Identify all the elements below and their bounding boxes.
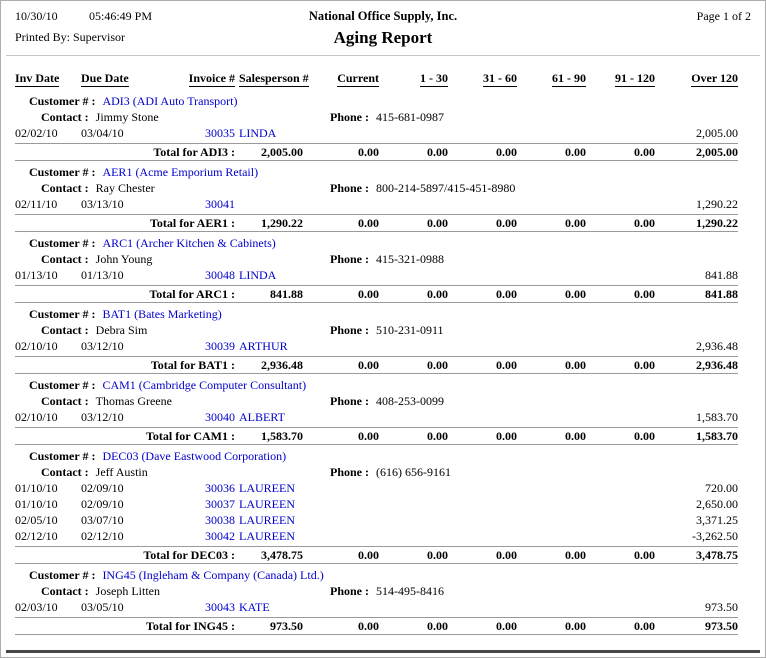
amount-1-30 <box>379 125 448 141</box>
column-header-due-date: Due Date <box>81 71 129 85</box>
total-current: 0.00 <box>358 548 379 562</box>
due-date: 02/12/10 <box>81 529 124 543</box>
header-cell <box>379 70 448 87</box>
contact-label: Contact : <box>41 465 89 479</box>
amount-91-120 <box>586 599 655 615</box>
total-current: 0.00 <box>358 145 379 159</box>
company-name: National Office Supply, Inc. <box>308 9 458 23</box>
contact-line <box>15 251 738 267</box>
total-1-30: 0.00 <box>427 548 448 562</box>
contact-line <box>15 180 738 196</box>
total-row <box>15 617 738 635</box>
total-91-120: 0.00 <box>634 145 655 159</box>
amount-61-90 <box>517 338 586 354</box>
contact-name: Ray Chester <box>95 181 155 195</box>
inv-date: 01/13/10 <box>15 268 58 282</box>
column-header-91-120: 91 - 120 <box>615 71 655 85</box>
total-61-90: 0.00 <box>565 358 586 372</box>
invoice-row <box>15 496 738 512</box>
invoice-number-link[interactable]: 30041 <box>205 197 235 211</box>
invoice-row <box>15 528 738 544</box>
total-1-30: 0.00 <box>427 619 448 633</box>
total-balance: 973.50 <box>270 619 303 633</box>
phone-number: (616) 656-9161 <box>376 465 451 479</box>
customer-number-link[interactable]: ADI3 (ADI Auto Transport) <box>102 94 238 108</box>
report-date: 10/30/10 <box>15 9 58 23</box>
due-date: 02/09/10 <box>81 497 124 511</box>
amount-31-60 <box>448 338 517 354</box>
contact-name: Debra Sim <box>95 323 148 337</box>
phone <box>330 322 444 338</box>
total-61-90: 0.00 <box>565 287 586 301</box>
customer-line <box>15 377 738 393</box>
report-content <box>1 70 765 635</box>
amount-1-30 <box>379 196 448 212</box>
amount-current <box>303 496 379 512</box>
invoice-number-link[interactable]: 30039 <box>205 339 235 353</box>
contact-name: Joseph Litten <box>95 584 160 598</box>
inv-date: 01/10/10 <box>15 481 58 495</box>
invoice-number-link[interactable]: 30043 <box>205 600 235 614</box>
amount-31-60 <box>448 512 517 528</box>
total-91-120: 0.00 <box>634 548 655 562</box>
amount-over-120: -3,262.50 <box>692 529 738 543</box>
inv-date: 02/10/10 <box>15 339 58 353</box>
total-1-30: 0.00 <box>427 287 448 301</box>
invoice-rows <box>15 338 738 354</box>
due-date: 03/04/10 <box>81 126 124 140</box>
total-over-120: 2,005.00 <box>696 145 738 159</box>
amount-current <box>303 338 379 354</box>
inv-date: 02/05/10 <box>15 513 58 527</box>
amount-61-90 <box>517 512 586 528</box>
phone-label: Phone : <box>330 584 369 598</box>
total-over-120: 3,478.75 <box>696 548 738 562</box>
total-label: Total for BAT1 : <box>150 358 235 372</box>
amount-61-90 <box>517 599 586 615</box>
due-date: 03/05/10 <box>81 600 124 614</box>
amount-over-120: 1,290.22 <box>696 197 738 211</box>
total-row <box>15 427 738 445</box>
amount-current <box>303 196 379 212</box>
customer-number-link[interactable]: BAT1 (Bates Marketing) <box>102 307 222 321</box>
amount-91-120 <box>586 196 655 212</box>
amount-over-120: 1,583.70 <box>696 410 738 424</box>
amount-1-30 <box>379 480 448 496</box>
customer-number-label: Customer # : <box>29 378 96 392</box>
total-row <box>15 356 738 374</box>
total-over-120: 1,583.70 <box>696 429 738 443</box>
total-1-30: 0.00 <box>427 429 448 443</box>
total-balance: 2,005.00 <box>261 145 303 159</box>
contact-line <box>15 464 738 480</box>
phone <box>330 393 444 409</box>
total-61-90: 0.00 <box>565 619 586 633</box>
phone <box>330 583 444 599</box>
header-cell <box>15 70 81 87</box>
phone-label: Phone : <box>330 252 369 266</box>
invoice-number-link[interactable]: 30038 <box>205 513 235 527</box>
total-row <box>15 143 738 161</box>
amount-over-120: 973.50 <box>705 600 738 614</box>
total-1-30: 0.00 <box>427 145 448 159</box>
amount-61-90 <box>517 409 586 425</box>
total-over-120: 1,290.22 <box>696 216 738 230</box>
column-header-31-60: 31 - 60 <box>483 71 517 85</box>
column-header-invoice: Invoice # <box>188 71 235 85</box>
total-label: Total for ARC1 : <box>149 287 235 301</box>
amount-31-60 <box>448 267 517 283</box>
total-label: Total for AER1 : <box>149 216 235 230</box>
inv-date: 02/11/10 <box>15 197 58 211</box>
report-time: 05:46:49 PM <box>89 9 153 23</box>
column-header-inv-date: Inv Date <box>15 71 60 85</box>
amount-91-120 <box>586 338 655 354</box>
phone-number: 514-495-8416 <box>376 584 444 598</box>
invoice-row <box>15 480 738 496</box>
header-cell <box>586 70 655 87</box>
due-date: 03/13/10 <box>81 197 124 211</box>
customer-line <box>15 306 738 322</box>
contact-name: Thomas Greene <box>95 394 172 408</box>
invoice-rows <box>15 267 738 283</box>
due-date: 03/12/10 <box>81 339 124 353</box>
customer-number-link[interactable]: ARC1 (Archer Kitchen & Cabinets) <box>102 236 276 250</box>
contact-line <box>15 583 738 599</box>
customer-group <box>15 164 738 232</box>
total-balance: 841.88 <box>270 287 303 301</box>
total-91-120: 0.00 <box>634 429 655 443</box>
contact-name: Jimmy Stone <box>95 110 159 124</box>
total-balance: 1,290.22 <box>261 216 303 230</box>
total-over-120: 973.50 <box>705 619 738 633</box>
contact-label: Contact : <box>41 584 89 598</box>
amount-current <box>303 409 379 425</box>
contact-line <box>15 109 738 125</box>
invoice-rows <box>15 196 738 212</box>
inv-date: 01/10/10 <box>15 497 58 511</box>
amount-91-120 <box>586 480 655 496</box>
amount-31-60 <box>448 196 517 212</box>
header-cell <box>303 70 379 87</box>
amount-1-30 <box>379 338 448 354</box>
total-31-60: 0.00 <box>496 358 517 372</box>
amount-91-120 <box>586 528 655 544</box>
total-label: Total for ING45 : <box>145 619 235 633</box>
amount-91-120 <box>586 267 655 283</box>
header-line-2 <box>15 27 751 53</box>
phone-label: Phone : <box>330 110 369 124</box>
header-cell <box>517 70 586 87</box>
column-header-over-120: Over 120 <box>691 71 738 85</box>
amount-current <box>303 528 379 544</box>
amount-current <box>303 480 379 496</box>
amount-1-30 <box>379 409 448 425</box>
total-61-90: 0.00 <box>565 216 586 230</box>
customer-line <box>15 567 738 583</box>
invoice-number-link[interactable]: 30048 <box>205 268 235 282</box>
column-header-61-90: 61 - 90 <box>552 71 586 85</box>
invoice-rows <box>15 480 738 544</box>
total-91-120: 0.00 <box>634 358 655 372</box>
customer-number-label: Customer # : <box>29 307 96 321</box>
amount-91-120 <box>586 512 655 528</box>
phone-label: Phone : <box>330 394 369 408</box>
contact-label: Contact : <box>41 181 89 195</box>
customer-number-link[interactable]: ING45 (Ingleham & Company (Canada) Ltd.) <box>102 568 324 582</box>
contact-line <box>15 393 738 409</box>
total-current: 0.00 <box>358 358 379 372</box>
total-row <box>15 285 738 303</box>
header-line-1 <box>15 9 751 27</box>
invoice-rows <box>15 599 738 615</box>
contact-label: Contact : <box>41 252 89 266</box>
header-cell <box>448 70 517 87</box>
customer-group <box>15 448 738 564</box>
invoice-rows <box>15 125 738 141</box>
printed-by: Printed By: Supervisor <box>15 30 125 44</box>
amount-current <box>303 599 379 615</box>
report-title: Aging Report <box>333 28 433 47</box>
phone-number: 510-231-0911 <box>376 323 444 337</box>
invoice-row <box>15 196 738 212</box>
customer-group <box>15 306 738 374</box>
column-header-salesperson: Salesperson # <box>239 71 309 85</box>
contact-line <box>15 322 738 338</box>
inv-date: 02/03/10 <box>15 600 58 614</box>
customer-group <box>15 567 738 635</box>
report-body <box>15 93 738 635</box>
invoice-row <box>15 267 738 283</box>
salesperson-link[interactable]: LAUREEN <box>239 497 295 511</box>
header-cell <box>81 70 153 87</box>
amount-31-60 <box>448 480 517 496</box>
amount-31-60 <box>448 409 517 425</box>
customer-line <box>15 448 738 464</box>
due-date: 03/12/10 <box>81 410 124 424</box>
customer-group <box>15 377 738 445</box>
amount-1-30 <box>379 267 448 283</box>
amount-1-30 <box>379 528 448 544</box>
salesperson-link[interactable]: LAUREEN <box>239 513 295 527</box>
salesperson-link[interactable]: KATE <box>239 600 270 614</box>
total-1-30: 0.00 <box>427 216 448 230</box>
invoice-row <box>15 338 738 354</box>
total-31-60: 0.00 <box>496 287 517 301</box>
invoice-number-link[interactable]: 30035 <box>205 126 235 140</box>
phone-number: 415-321-0988 <box>376 252 444 266</box>
amount-over-120: 720.00 <box>705 481 738 495</box>
customer-number-label: Customer # : <box>29 449 96 463</box>
total-61-90: 0.00 <box>565 548 586 562</box>
contact-label: Contact : <box>41 110 89 124</box>
salesperson-link[interactable]: ARTHUR <box>239 339 288 353</box>
amount-91-120 <box>586 496 655 512</box>
amount-61-90 <box>517 125 586 141</box>
salesperson-link[interactable]: LINDA <box>239 268 277 282</box>
salesperson-link[interactable] <box>235 196 303 212</box>
amount-1-30 <box>379 512 448 528</box>
amount-over-120: 2,650.00 <box>696 497 738 511</box>
invoice-number-link[interactable]: 30042 <box>205 529 235 543</box>
page-number: Page 1 of 2 <box>696 9 751 23</box>
due-date: 03/07/10 <box>81 513 124 527</box>
phone-number: 800-214-5897/415-451-8980 <box>376 181 516 195</box>
invoice-number-link[interactable]: 30037 <box>205 497 235 511</box>
phone-number: 415-681-0987 <box>376 110 444 124</box>
amount-91-120 <box>586 125 655 141</box>
phone-number: 408-253-0099 <box>376 394 444 408</box>
contact-label: Contact : <box>41 323 89 337</box>
customer-group <box>15 235 738 303</box>
customer-number-label: Customer # : <box>29 165 96 179</box>
customer-line <box>15 93 738 109</box>
header-cell <box>153 70 235 87</box>
amount-1-30 <box>379 496 448 512</box>
header-divider <box>6 55 760 56</box>
amount-91-120 <box>586 409 655 425</box>
due-date: 02/09/10 <box>81 481 124 495</box>
total-balance: 2,936.48 <box>261 358 303 372</box>
total-label: Total for ADI3 : <box>153 145 235 159</box>
phone <box>330 251 444 267</box>
total-over-120: 2,936.48 <box>696 358 738 372</box>
customer-number-label: Customer # : <box>29 236 96 250</box>
total-31-60: 0.00 <box>496 429 517 443</box>
customer-number-label: Customer # : <box>29 94 96 108</box>
salesperson-link[interactable]: LAUREEN <box>239 529 295 543</box>
salesperson-link[interactable]: LINDA <box>239 126 277 140</box>
total-current: 0.00 <box>358 619 379 633</box>
amount-over-120: 3,371.25 <box>696 513 738 527</box>
customer-number-link[interactable]: DEC03 (Dave Eastwood Corporation) <box>102 449 287 463</box>
customer-number-link[interactable]: CAM1 (Cambridge Computer Consultant) <box>102 378 307 392</box>
total-91-120: 0.00 <box>634 287 655 301</box>
total-61-90: 0.00 <box>565 145 586 159</box>
amount-61-90 <box>517 496 586 512</box>
salesperson-link[interactable]: LAUREEN <box>239 481 295 495</box>
total-balance: 3,478.75 <box>261 548 303 562</box>
contact-label: Contact : <box>41 394 89 408</box>
column-header-1-30: 1 - 30 <box>420 71 448 85</box>
header-cell <box>235 70 309 87</box>
total-1-30: 0.00 <box>427 358 448 372</box>
total-61-90: 0.00 <box>565 429 586 443</box>
amount-over-120: 841.88 <box>705 268 738 282</box>
inv-date: 02/02/10 <box>15 126 58 140</box>
amount-31-60 <box>448 496 517 512</box>
customer-number-link[interactable]: AER1 (Acme Emporium Retail) <box>102 165 259 179</box>
total-31-60: 0.00 <box>496 619 517 633</box>
total-balance: 1,583.70 <box>261 429 303 443</box>
amount-61-90 <box>517 267 586 283</box>
total-label: Total for CAM1 : <box>146 429 235 443</box>
total-current: 0.00 <box>358 216 379 230</box>
phone <box>330 109 444 125</box>
invoice-rows <box>15 409 738 425</box>
amount-61-90 <box>517 480 586 496</box>
customer-number-label: Customer # : <box>29 568 96 582</box>
invoice-row <box>15 125 738 141</box>
total-91-120: 0.00 <box>634 619 655 633</box>
page-bottom-rule <box>6 650 760 653</box>
contact-name: John Young <box>95 252 153 266</box>
column-headers <box>15 70 738 87</box>
inv-date: 02/10/10 <box>15 410 58 424</box>
phone-label: Phone : <box>330 181 369 195</box>
total-31-60: 0.00 <box>496 145 517 159</box>
amount-61-90 <box>517 196 586 212</box>
report-header <box>1 1 765 53</box>
contact-name: Jeff Austin <box>95 465 148 479</box>
amount-31-60 <box>448 599 517 615</box>
amount-over-120: 2,936.48 <box>696 339 738 353</box>
phone <box>330 464 451 480</box>
customer-line <box>15 164 738 180</box>
invoice-row <box>15 599 738 615</box>
due-date: 01/13/10 <box>81 268 124 282</box>
phone-label: Phone : <box>330 465 369 479</box>
customer-line <box>15 235 738 251</box>
total-label: Total for DEC03 : <box>143 548 235 562</box>
total-over-120: 841.88 <box>705 287 738 301</box>
total-current: 0.00 <box>358 287 379 301</box>
phone-label: Phone : <box>330 323 369 337</box>
invoice-row <box>15 409 738 425</box>
salesperson-link[interactable]: ALBERT <box>239 410 285 424</box>
amount-current <box>303 512 379 528</box>
invoice-row <box>15 512 738 528</box>
total-31-60: 0.00 <box>496 216 517 230</box>
total-row <box>15 546 738 564</box>
total-current: 0.00 <box>358 429 379 443</box>
column-header-current: Current <box>337 71 379 85</box>
total-91-120: 0.00 <box>634 216 655 230</box>
invoice-number-link[interactable]: 30036 <box>205 481 235 495</box>
amount-over-120: 2,005.00 <box>696 126 738 140</box>
invoice-number-link[interactable]: 30040 <box>205 410 235 424</box>
amount-31-60 <box>448 125 517 141</box>
amount-current <box>303 125 379 141</box>
total-row <box>15 214 738 232</box>
phone <box>330 180 515 196</box>
amount-31-60 <box>448 528 517 544</box>
total-31-60: 0.00 <box>496 548 517 562</box>
header-cell <box>655 70 738 87</box>
amount-current <box>303 267 379 283</box>
inv-date: 02/12/10 <box>15 529 58 543</box>
amount-1-30 <box>379 599 448 615</box>
customer-group <box>15 93 738 161</box>
amount-61-90 <box>517 528 586 544</box>
